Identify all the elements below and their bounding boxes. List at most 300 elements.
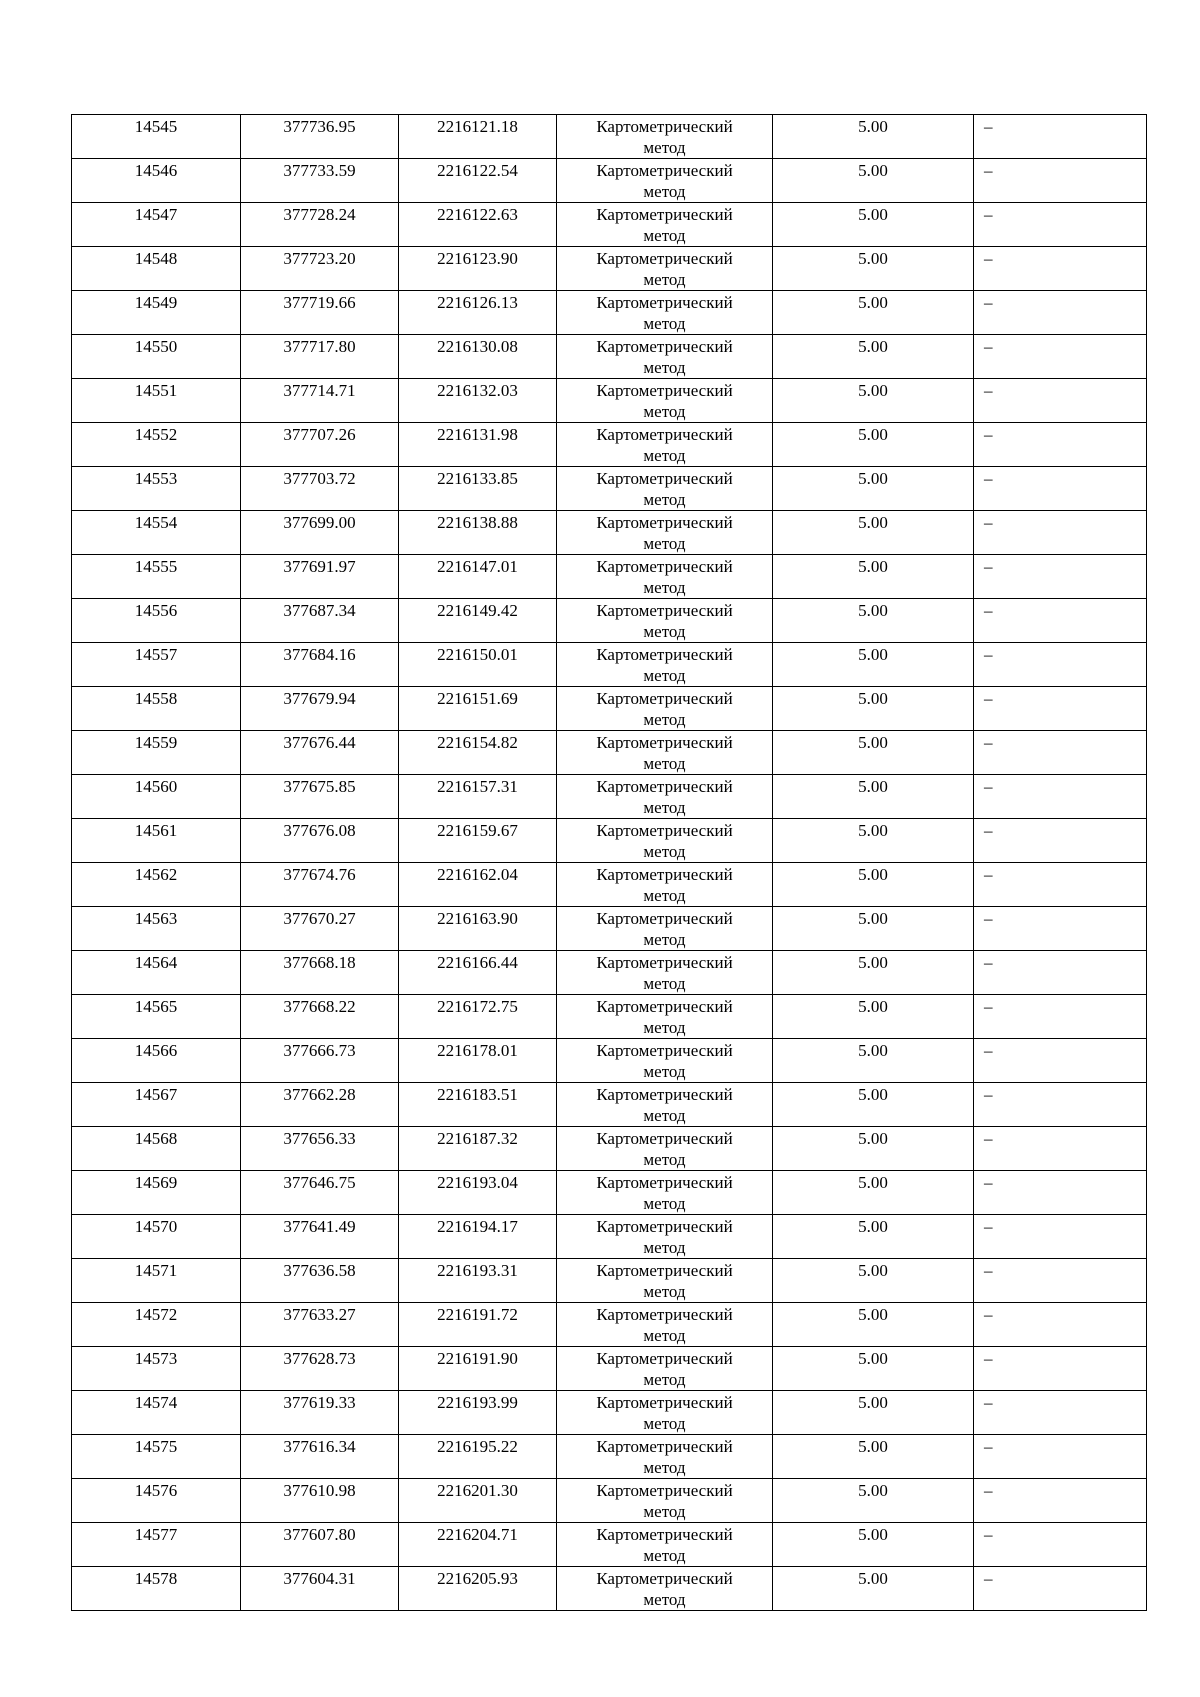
method-line-2: метод [643, 622, 686, 641]
table-row [72, 863, 1147, 907]
y-coordinate-cell-text: 2216121.18 [437, 117, 518, 136]
point-number-cell-text: 14554 [134, 513, 178, 532]
accuracy-cell [773, 643, 974, 687]
method-line-2: метод [643, 138, 686, 157]
note-cell-text: – [984, 689, 993, 708]
x-coordinate-cell [241, 1347, 399, 1391]
method-line-2: метод [643, 1150, 686, 1169]
note-cell-text: – [984, 733, 993, 752]
accuracy-cell-text: 5.00 [858, 249, 888, 268]
note-cell-text: – [984, 1041, 993, 1060]
x-coordinate-cell-text: 377604.31 [283, 1569, 356, 1588]
method-cell [557, 1083, 773, 1127]
y-coordinate-cell [399, 1567, 557, 1611]
accuracy-cell-text: 5.00 [858, 425, 888, 444]
y-coordinate-cell [399, 1259, 557, 1303]
note-cell-text: – [984, 117, 993, 136]
accuracy-cell-text: 5.00 [858, 733, 888, 752]
point-number-cell [72, 1391, 241, 1435]
note-cell [974, 1523, 1147, 1567]
point-number-cell [72, 1215, 241, 1259]
accuracy-cell-text: 5.00 [858, 381, 888, 400]
method-line-2: метод [643, 534, 686, 553]
method-line-1: Картометрический [596, 117, 733, 136]
accuracy-cell [773, 1039, 974, 1083]
method-line-1: Картометрический [596, 1041, 733, 1060]
point-number-cell-text: 14555 [134, 557, 178, 576]
table-row [72, 1523, 1147, 1567]
accuracy-cell-text: 5.00 [858, 1569, 888, 1588]
point-number-cell [72, 1127, 241, 1171]
point-number-cell [72, 819, 241, 863]
method-cell [557, 1215, 773, 1259]
accuracy-cell-text: 5.00 [858, 953, 888, 972]
y-coordinate-cell [399, 247, 557, 291]
accuracy-cell [773, 907, 974, 951]
y-coordinate-cell-text: 2216191.90 [437, 1349, 518, 1368]
y-coordinate-cell-text: 2216163.90 [437, 909, 518, 928]
method-line-1: Картометрический [596, 645, 733, 664]
y-coordinate-cell [399, 379, 557, 423]
point-number-cell-text: 14556 [134, 601, 178, 620]
x-coordinate-cell-text: 377717.80 [283, 337, 356, 356]
y-coordinate-cell-text: 2216201.30 [437, 1481, 518, 1500]
y-coordinate-cell-text: 2216126.13 [437, 293, 518, 312]
note-cell-text: – [984, 865, 993, 884]
note-cell-text: – [984, 1173, 993, 1192]
y-coordinate-cell-text: 2216130.08 [437, 337, 518, 356]
y-coordinate-cell [399, 995, 557, 1039]
method-cell [557, 1347, 773, 1391]
note-cell-text: – [984, 249, 993, 268]
table-row [72, 1391, 1147, 1435]
x-coordinate-cell-text: 377719.66 [283, 293, 356, 312]
x-coordinate-cell [241, 555, 399, 599]
method-line-1: Картометрический [596, 1437, 733, 1456]
accuracy-cell-text: 5.00 [858, 1173, 888, 1192]
accuracy-cell-text: 5.00 [858, 865, 888, 884]
x-coordinate-cell-text: 377662.28 [283, 1085, 356, 1104]
point-number-cell-text: 14578 [134, 1569, 178, 1588]
x-coordinate-cell [241, 599, 399, 643]
y-coordinate-cell [399, 1039, 557, 1083]
note-cell-text: – [984, 161, 993, 180]
method-line-1: Картометрический [596, 865, 733, 884]
table-row [72, 1215, 1147, 1259]
note-cell-text: – [984, 381, 993, 400]
x-coordinate-cell-text: 377666.73 [283, 1041, 356, 1060]
accuracy-cell-text: 5.00 [858, 1041, 888, 1060]
accuracy-cell [773, 1523, 974, 1567]
point-number-cell-text: 14550 [134, 337, 178, 356]
point-number-cell [72, 1083, 241, 1127]
accuracy-cell [773, 951, 974, 995]
method-line-2: метод [643, 1062, 686, 1081]
method-line-2: метод [643, 578, 686, 597]
y-coordinate-cell-text: 2216205.93 [437, 1569, 518, 1588]
point-number-cell [72, 1171, 241, 1215]
method-line-1: Картометрический [596, 1393, 733, 1412]
note-cell-text: – [984, 293, 993, 312]
method-cell [557, 775, 773, 819]
method-cell [557, 467, 773, 511]
table-row [72, 1435, 1147, 1479]
x-coordinate-cell-text: 377699.00 [283, 513, 356, 532]
note-cell [974, 335, 1147, 379]
method-line-1: Картометрический [596, 557, 733, 576]
table-row [72, 247, 1147, 291]
x-coordinate-cell [241, 1303, 399, 1347]
y-coordinate-cell-text: 2216195.22 [437, 1437, 518, 1456]
point-number-cell [72, 951, 241, 995]
x-coordinate-cell-text: 377668.22 [283, 997, 356, 1016]
point-number-cell [72, 599, 241, 643]
note-cell [974, 1303, 1147, 1347]
note-cell [974, 555, 1147, 599]
accuracy-cell-text: 5.00 [858, 1349, 888, 1368]
method-line-1: Картометрический [596, 777, 733, 796]
point-number-cell-text: 14576 [134, 1481, 178, 1500]
x-coordinate-cell-text: 377707.26 [283, 425, 356, 444]
note-cell [974, 1083, 1147, 1127]
x-coordinate-cell [241, 159, 399, 203]
x-coordinate-cell [241, 115, 399, 159]
note-cell [974, 1347, 1147, 1391]
method-cell [557, 379, 773, 423]
method-cell [557, 951, 773, 995]
accuracy-cell [773, 599, 974, 643]
x-coordinate-cell-text: 377675.85 [283, 777, 356, 796]
accuracy-cell [773, 555, 974, 599]
x-coordinate-cell [241, 1171, 399, 1215]
method-cell [557, 291, 773, 335]
method-line-1: Картометрический [596, 249, 733, 268]
method-line-1: Картометрический [596, 1085, 733, 1104]
accuracy-cell-text: 5.00 [858, 513, 888, 532]
method-cell [557, 731, 773, 775]
x-coordinate-cell-text: 377610.98 [283, 1481, 356, 1500]
table-row [72, 555, 1147, 599]
method-line-1: Картометрический [596, 205, 733, 224]
method-line-2: метод [643, 226, 686, 245]
accuracy-cell-text: 5.00 [858, 1393, 888, 1412]
y-coordinate-cell [399, 643, 557, 687]
x-coordinate-cell-text: 377607.80 [283, 1525, 356, 1544]
accuracy-cell [773, 291, 974, 335]
note-cell-text: – [984, 1481, 993, 1500]
point-number-cell [72, 1567, 241, 1611]
x-coordinate-cell-text: 377733.59 [283, 161, 356, 180]
y-coordinate-cell [399, 1127, 557, 1171]
accuracy-cell [773, 1435, 974, 1479]
y-coordinate-cell [399, 775, 557, 819]
x-coordinate-cell-text: 377676.08 [283, 821, 356, 840]
accuracy-cell-text: 5.00 [858, 997, 888, 1016]
note-cell-text: – [984, 1349, 993, 1368]
method-line-1: Картометрический [596, 1569, 733, 1588]
point-number-cell [72, 291, 241, 335]
x-coordinate-cell [241, 1479, 399, 1523]
y-coordinate-cell [399, 907, 557, 951]
accuracy-cell [773, 1127, 974, 1171]
y-coordinate-cell-text: 2216157.31 [437, 777, 518, 796]
point-number-cell [72, 1479, 241, 1523]
method-cell [557, 423, 773, 467]
method-line-1: Картометрический [596, 337, 733, 356]
table-row [72, 379, 1147, 423]
accuracy-cell-text: 5.00 [858, 337, 888, 356]
method-cell [557, 1479, 773, 1523]
point-number-cell [72, 731, 241, 775]
accuracy-cell-text: 5.00 [858, 205, 888, 224]
point-number-cell [72, 1259, 241, 1303]
point-number-cell-text: 14559 [134, 733, 178, 752]
note-cell-text: – [984, 1525, 993, 1544]
accuracy-cell-text: 5.00 [858, 1217, 888, 1236]
method-line-2: метод [643, 974, 686, 993]
x-coordinate-cell [241, 247, 399, 291]
note-cell-text: – [984, 205, 993, 224]
accuracy-cell [773, 203, 974, 247]
table-row [72, 1347, 1147, 1391]
method-line-1: Картометрический [596, 1217, 733, 1236]
y-coordinate-cell-text: 2216147.01 [437, 557, 518, 576]
x-coordinate-cell [241, 511, 399, 555]
method-cell [557, 995, 773, 1039]
y-coordinate-cell-text: 2216138.88 [437, 513, 518, 532]
note-cell-text: – [984, 953, 993, 972]
x-coordinate-cell-text: 377703.72 [283, 469, 356, 488]
method-line-2: метод [643, 402, 686, 421]
method-cell [557, 907, 773, 951]
x-coordinate-cell [241, 1435, 399, 1479]
note-cell [974, 995, 1147, 1039]
method-line-2: метод [643, 666, 686, 685]
method-line-2: метод [643, 710, 686, 729]
method-line-2: метод [643, 182, 686, 201]
x-coordinate-cell [241, 1523, 399, 1567]
note-cell-text: – [984, 1305, 993, 1324]
accuracy-cell-text: 5.00 [858, 1129, 888, 1148]
point-number-cell-text: 14567 [134, 1085, 178, 1104]
point-number-cell [72, 335, 241, 379]
table-row [72, 731, 1147, 775]
table-row [72, 1303, 1147, 1347]
point-number-cell-text: 14545 [134, 117, 178, 136]
method-line-2: метод [643, 358, 686, 377]
note-cell-text: – [984, 469, 993, 488]
method-line-1: Картометрический [596, 469, 733, 488]
method-line-1: Картометрический [596, 1261, 733, 1280]
x-coordinate-cell [241, 203, 399, 247]
note-cell [974, 115, 1147, 159]
accuracy-cell-text: 5.00 [858, 1437, 888, 1456]
accuracy-cell [773, 995, 974, 1039]
note-cell [974, 379, 1147, 423]
accuracy-cell [773, 863, 974, 907]
coordinates-table-body [72, 115, 1147, 1611]
method-line-2: метод [643, 1546, 686, 1565]
method-line-2: метод [643, 1106, 686, 1125]
point-number-cell [72, 1435, 241, 1479]
note-cell [974, 687, 1147, 731]
point-number-cell-text: 14553 [134, 469, 178, 488]
point-number-cell [72, 379, 241, 423]
method-cell [557, 1303, 773, 1347]
accuracy-cell-text: 5.00 [858, 557, 888, 576]
method-line-1: Картометрический [596, 1305, 733, 1324]
note-cell [974, 511, 1147, 555]
point-number-cell [72, 467, 241, 511]
accuracy-cell-text: 5.00 [858, 1261, 888, 1280]
y-coordinate-cell [399, 203, 557, 247]
accuracy-cell [773, 687, 974, 731]
x-coordinate-cell-text: 377641.49 [283, 1217, 356, 1236]
point-number-cell [72, 1347, 241, 1391]
note-cell [974, 467, 1147, 511]
x-coordinate-cell [241, 863, 399, 907]
y-coordinate-cell-text: 2216131.98 [437, 425, 518, 444]
method-line-1: Картометрический [596, 689, 733, 708]
y-coordinate-cell-text: 2216122.54 [437, 161, 518, 180]
x-coordinate-cell [241, 1259, 399, 1303]
x-coordinate-cell [241, 775, 399, 819]
point-number-cell-text: 14562 [134, 865, 178, 884]
point-number-cell [72, 863, 241, 907]
accuracy-cell-text: 5.00 [858, 601, 888, 620]
y-coordinate-cell-text: 2216162.04 [437, 865, 518, 884]
y-coordinate-cell-text: 2216132.03 [437, 381, 518, 400]
accuracy-cell-text: 5.00 [858, 1481, 888, 1500]
x-coordinate-cell [241, 819, 399, 863]
accuracy-cell [773, 1479, 974, 1523]
accuracy-cell [773, 1567, 974, 1611]
y-coordinate-cell-text: 2216122.63 [437, 205, 518, 224]
method-cell [557, 1523, 773, 1567]
y-coordinate-cell [399, 863, 557, 907]
accuracy-cell-text: 5.00 [858, 161, 888, 180]
point-number-cell-text: 14561 [134, 821, 178, 840]
note-cell-text: – [984, 1261, 993, 1280]
x-coordinate-cell-text: 377687.34 [283, 601, 356, 620]
table-row [72, 819, 1147, 863]
method-line-2: метод [643, 314, 686, 333]
x-coordinate-cell-text: 377684.16 [283, 645, 356, 664]
point-number-cell-text: 14572 [134, 1305, 178, 1324]
y-coordinate-cell [399, 599, 557, 643]
point-number-cell [72, 511, 241, 555]
note-cell [974, 159, 1147, 203]
table-row [72, 1171, 1147, 1215]
point-number-cell-text: 14569 [134, 1173, 178, 1192]
table-row [72, 115, 1147, 159]
note-cell-text: – [984, 601, 993, 620]
note-cell-text: – [984, 337, 993, 356]
table-row [72, 335, 1147, 379]
method-line-2: метод [643, 1326, 686, 1345]
method-cell [557, 599, 773, 643]
point-number-cell-text: 14564 [134, 953, 178, 972]
point-number-cell [72, 1523, 241, 1567]
x-coordinate-cell [241, 423, 399, 467]
table-row [72, 599, 1147, 643]
y-coordinate-cell [399, 819, 557, 863]
note-cell-text: – [984, 1437, 993, 1456]
table-row [72, 687, 1147, 731]
y-coordinate-cell [399, 159, 557, 203]
point-number-cell-text: 14551 [134, 381, 178, 400]
method-line-1: Картометрический [596, 513, 733, 532]
y-coordinate-cell-text: 2216193.99 [437, 1393, 518, 1412]
note-cell [974, 203, 1147, 247]
note-cell [974, 907, 1147, 951]
accuracy-cell-text: 5.00 [858, 293, 888, 312]
point-number-cell [72, 1303, 241, 1347]
y-coordinate-cell [399, 1171, 557, 1215]
note-cell-text: – [984, 425, 993, 444]
y-coordinate-cell [399, 687, 557, 731]
note-cell [974, 643, 1147, 687]
point-number-cell-text: 14560 [134, 777, 178, 796]
point-number-cell-text: 14570 [134, 1217, 178, 1236]
method-line-2: метод [643, 886, 686, 905]
method-cell [557, 511, 773, 555]
table-row [72, 995, 1147, 1039]
method-line-1: Картометрический [596, 293, 733, 312]
x-coordinate-cell-text: 377636.58 [283, 1261, 356, 1280]
table-row [72, 1567, 1147, 1611]
table-row [72, 951, 1147, 995]
accuracy-cell [773, 1391, 974, 1435]
x-coordinate-cell [241, 1391, 399, 1435]
table-row [72, 1083, 1147, 1127]
x-coordinate-cell [241, 1127, 399, 1171]
x-coordinate-cell-text: 377723.20 [283, 249, 356, 268]
method-line-1: Картометрический [596, 1481, 733, 1500]
accuracy-cell-text: 5.00 [858, 1305, 888, 1324]
note-cell [974, 1039, 1147, 1083]
method-line-1: Картометрический [596, 1173, 733, 1192]
accuracy-cell [773, 1215, 974, 1259]
table-row [72, 1039, 1147, 1083]
note-cell-text: – [984, 1569, 993, 1588]
method-line-2: метод [643, 270, 686, 289]
x-coordinate-cell-text: 377670.27 [283, 909, 356, 928]
y-coordinate-cell [399, 291, 557, 335]
x-coordinate-cell [241, 379, 399, 423]
x-coordinate-cell [241, 995, 399, 1039]
method-line-1: Картометрический [596, 425, 733, 444]
note-cell [974, 291, 1147, 335]
x-coordinate-cell [241, 1039, 399, 1083]
method-line-1: Картометрический [596, 997, 733, 1016]
y-coordinate-cell [399, 1083, 557, 1127]
y-coordinate-cell [399, 423, 557, 467]
point-number-cell-text: 14575 [134, 1437, 178, 1456]
method-line-1: Картометрический [596, 1129, 733, 1148]
x-coordinate-cell-text: 377691.97 [283, 557, 356, 576]
y-coordinate-cell [399, 1479, 557, 1523]
y-coordinate-cell-text: 2216183.51 [437, 1085, 518, 1104]
table-row [72, 203, 1147, 247]
x-coordinate-cell [241, 291, 399, 335]
accuracy-cell [773, 1259, 974, 1303]
x-coordinate-cell [241, 907, 399, 951]
y-coordinate-cell [399, 335, 557, 379]
point-number-cell-text: 14547 [134, 205, 178, 224]
method-cell [557, 335, 773, 379]
x-coordinate-cell-text: 377628.73 [283, 1349, 356, 1368]
